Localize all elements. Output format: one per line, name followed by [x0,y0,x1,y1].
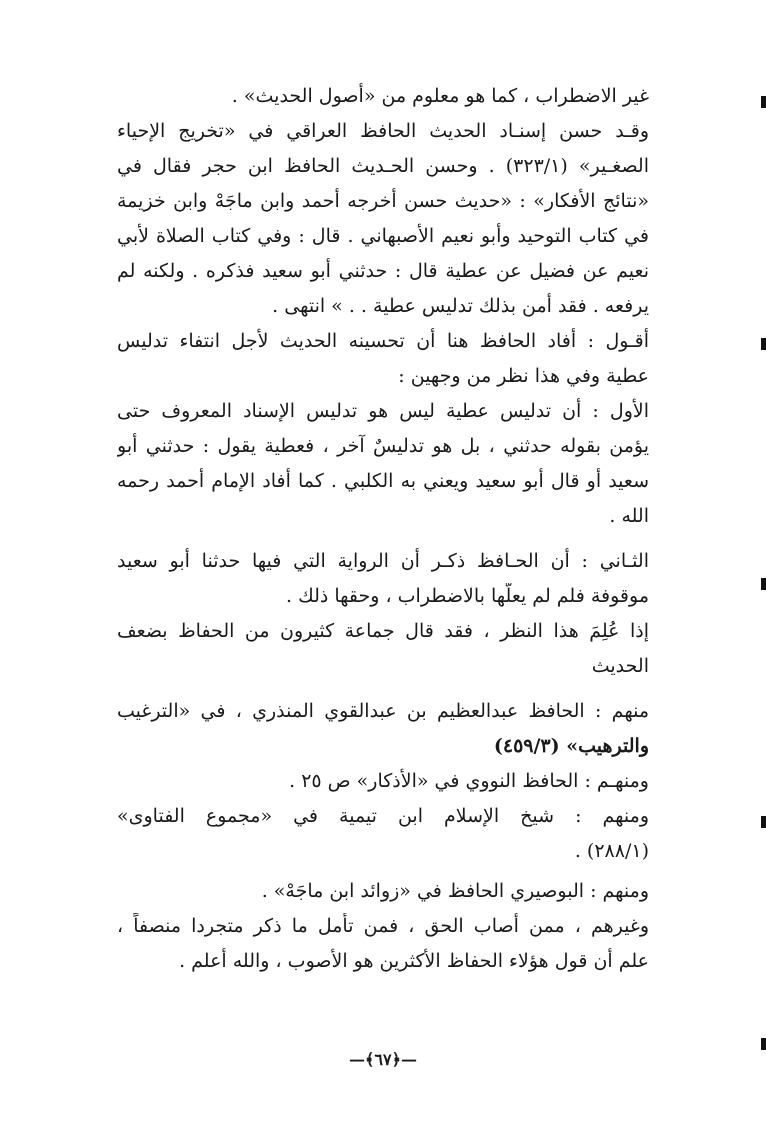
text-line-24: وغيرهم ، ممن أصاب الحق ، فمن تأمل ما ذكر متجردا منصفاً ، [117,915,649,937]
margin-mark [761,816,766,828]
margin-mark [761,338,766,350]
text-line-10: الأول : أن تدليس عطية ليس هو تدليس الإسناد المعروف حتى [117,400,649,422]
text-line-19: والترهيب» (٤٥٩/٣) [493,735,649,757]
text-line-2: وقـد حسن إسنـاد الحديث الحافظ العراقي في «تخريج الإحياء [117,120,649,142]
margin-mark [761,96,766,108]
page-number: —﴿٦٧﴾— [349,1050,417,1069]
text-line-17: الحديث [591,655,649,677]
text-line-13: الله . [609,505,649,527]
text-line-15: موقوفة فلم لم يعلّها بالاضطراب ، وحقها ذلك . [285,585,649,607]
text-line-20: ومنهـم : الحافظ النووي في «الأذكار» ص ٢٥ . [289,770,649,792]
text-line-4: «نتائج الأفكار» : «حديث حسن أخرجه أحمد وابن ماجَهْ وابن خزيمة [117,190,649,212]
text-line-7: يرفعه . فقد أمن بذلك تدليس عطية . . » انتهى . [272,295,649,317]
text-line-12: سعيد أو قال أبو سعيد ويعني به الكلبي . كما أفاد الإمام أحمد رحمه [117,470,649,492]
margin-mark [761,578,766,590]
text-line-8: أقـول : أفاد الحافظ هنا أن تحسينه الحديث لأجل انتفاء تدليس [117,330,649,352]
text-line-9: عطية وفي هذا نظر من وجهين : [398,365,649,387]
text-line-23: ومنهم : البوصيري الحافظ في «زوائد ابن ماجَهْ» . [261,880,649,902]
text-line-11: يؤمن بقوله حدثني ، بل هو تدليسٌ آخر ، فعطية يقول : حدثني أبو [117,435,649,457]
text-line-3: الصغـير» (٣٢٣/١) . وحسن الحـديث الحافظ ابن حجر فقال في [117,155,649,177]
text-line-6: نعيم عن فضيل عن عطية قال : حدثني أبو سعيد فذكره . ولكنه لم [117,260,649,282]
text-line-1: غير الاضطراب ، كما هو معلوم من «أصول الحديث» . [231,85,649,107]
text-line-22: . (٢٨٨/١) [574,840,649,862]
margin-mark [761,1038,766,1050]
text-line-14: الثـاني : أن الحـافظ ذكـر أن الرواية التي فيها حدثنا أبو سعيد [117,550,649,572]
text-line-21: ومنهم : شيخ الإسلام ابن تيمية في «مجموع الفتاوى» [117,805,649,827]
text-line-25: علم أن قول هؤلاء الحفاظ الأكثرين هو الأصوب ، والله أعلم . [179,950,649,972]
text-line-18: منهم : الحافظ عبدالعظيم بن عبدالقوي المنذري ، في «الترغيب [117,700,649,722]
text-line-5: في كتاب التوحيد وأبو نعيم الأصبهاني . قال : وفي كتاب الصلاة لأبي [117,225,649,247]
text-line-16: إذا عُلِمَ هذا النظر ، فقد قال جماعة كثيرون من الحفاظ بضعف [117,620,649,642]
